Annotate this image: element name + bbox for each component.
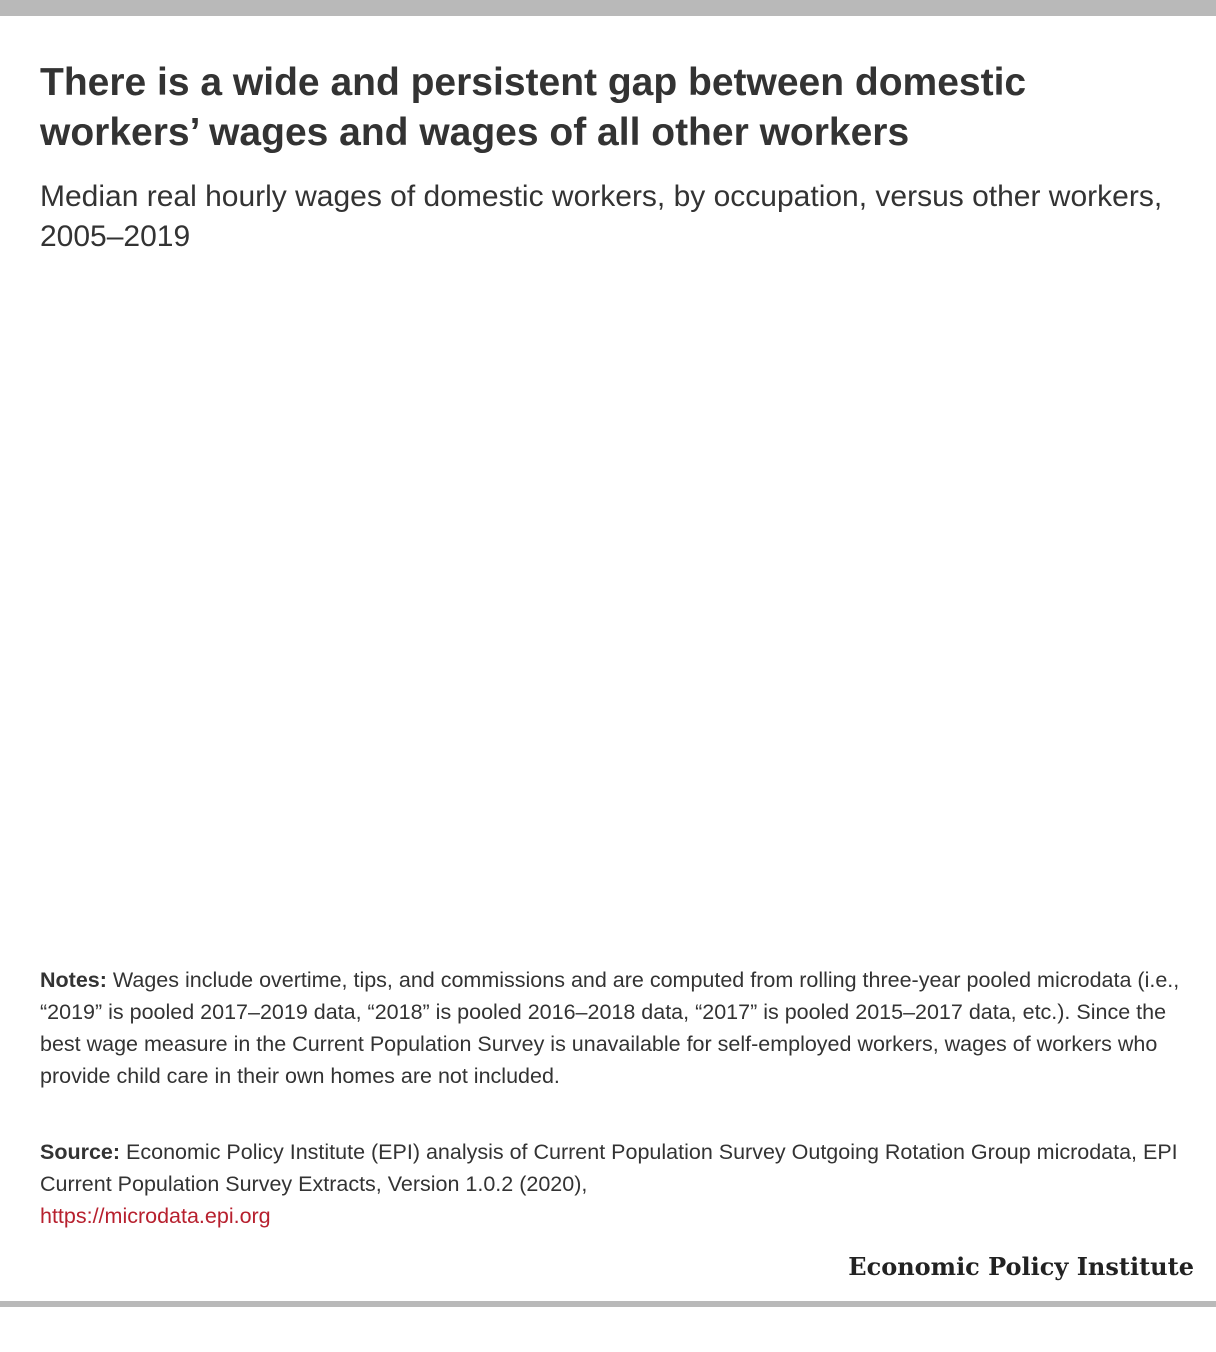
source-link[interactable]: https://microdata.epi.org [40, 1204, 271, 1228]
source-text: Economic Policy Institute (EPI) analysis of Current Population Survey Outgoing Rotation Group microdata, EPI Current Population Survey Extracts, Version 1.0.2 (2020), [40, 1140, 1178, 1196]
bottom-rule [0, 1301, 1216, 1307]
chart-source [40, 1136, 1180, 1232]
top-rule [0, 0, 1216, 16]
source-label: Source: [40, 1140, 121, 1164]
chart-notes [40, 964, 1180, 1092]
notes-label: Notes: [40, 968, 107, 992]
chart-title: There is a wide and persistent gap between domestic workers’ wages and wages of all other workers [40, 61, 1027, 154]
notes-text: Wages include overtime, tips, and commissions and are computed from rolling three-year pooled microdata (i.e., “2019” is pooled 2017–2019 data, “2018” is pooled 2016–2018 data, “2017” is pooled 2015–2017 data, etc.). Since the best wage measure in the Current Population Survey is unavailable for self-employed workers, wages of workers who provide child care in their own homes are not included. [40, 968, 1180, 1088]
chart-subtitle: Median real hourly wages of domestic workers, by occupation, versus other workers, 2005–2019 [40, 180, 1163, 253]
chart-plot-area [40, 270, 1176, 950]
epi-brand-logo: Economic Policy Institute [848, 1252, 1194, 1281]
